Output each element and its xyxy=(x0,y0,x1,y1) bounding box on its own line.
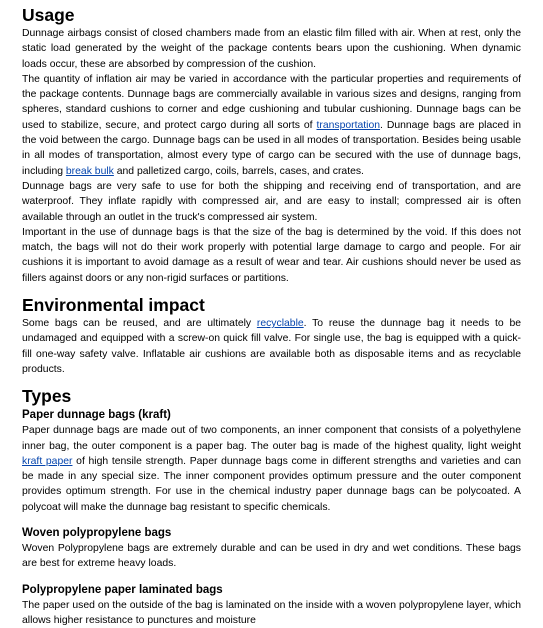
break-bulk-link[interactable]: break bulk xyxy=(65,165,114,177)
paper-dunnage-heading: Paper dunnage bags (kraft) xyxy=(22,409,171,422)
transportation-link[interactable]: transportation xyxy=(316,119,381,131)
paper-dunnage-paragraph xyxy=(22,423,521,515)
usage-paragraph-4: Important in the use of dunnage bags is that the size of the bag is determined by the void. If this does not match, the bags will not do their work properly with potential large damage to cargo and people. For air cushions it is important to avoid damage as a result of wear and tear. Air cushions should never be used as fillers against doors or any non-rigid surfaces or partitions. xyxy=(22,226,521,284)
kraft-paper-link[interactable]: kraft paper xyxy=(22,455,73,467)
usage-paragraph-2-text-b: . Dunnage bags are placed in the void between the cargo. Dunnage bags can be used in all modes of transportation. Besides being usable in all modes of transportation, almost every type of cargo can be secured with the use of dunnage bags, including xyxy=(22,119,521,177)
woven-polypropylene-paragraph: Woven Polypropylene bags are extremely durable and can be used in dry and wet conditions. These bags are best for extreme heavy loads. xyxy=(22,543,521,570)
woven-polypropylene-heading: Woven polypropylene bags xyxy=(22,527,172,540)
usage-paragraph-2-text-c: and palletized cargo, coils, barrels, cases, and crates. xyxy=(113,165,364,177)
paper-dunnage-text-b: of high tensile strength. Paper dunnage bags come in different strengths and varieties and can be made in any special size. The inner component provides optimum pressure and the outer component provides optimum strength. For use in the chemical industry paper dunnage bags can be polycoated. A polycoat will make the dunnage bag resistant to specific chemicals. xyxy=(22,455,522,513)
recyclable-link[interactable]: recyclable xyxy=(256,318,304,330)
environmental-impact-heading: Environmental impact xyxy=(22,295,205,316)
usage-paragraph-3: Dunnage bags are very safe to use for both the shipping and receiving end of transportation, and are waterproof. They inflate rapidly with compressed air, and are easy to install; compressed air is often available through an outlet in the truck's compressed air system. xyxy=(22,180,521,223)
environmental-text-b: . To reuse the dunnage bag it needs to be undamaged and equipped with a screw-on quick fill valve. For single use, the bag is equipped with a quick-fill one-way safety valve. Inflatable air cushions are available both as disposable items and as recyclable products. xyxy=(22,318,522,375)
usage-paragraph-2-text-a: The quantity of inflation air may be varied in accordance with the particular properties and requirements of the package contents. Dunnage bags are commercially available in various sizes and designs, ranging from spheres, standard cushions to corner and edge cushioning and tubular cushioning. Dunnage bags can be used to stabilize, secure, and protect cargo during all sorts of xyxy=(22,73,521,131)
types-heading: Types xyxy=(22,386,72,407)
paper-dunnage-text-a: Paper dunnage bags are made out of two components, an inner component that consists of a polyethylene inner bag, the outer component is a paper bag. The outer bag is made of the highest quality, light weight xyxy=(22,425,521,452)
usage-paragraph-1: Dunnage airbags consist of closed chambers made from an elastic film filled with air. When at rest, only the static load generated by the weight of the package contents bears upon the cushioning. When dynamic loads occur, these are absorbed by compression of the cushion. xyxy=(22,28,521,70)
usage-paragraph-2 xyxy=(22,72,521,179)
environmental-paragraph xyxy=(22,316,521,377)
environmental-text-a: Some bags can be reused, and are ultimately xyxy=(22,318,257,330)
usage-heading: Usage xyxy=(22,5,75,25)
laminated-bags-paragraph: The paper used on the outside of the bag is laminated on the inside with a woven polypropylene layer, which allows higher resistance to punctures and moisture xyxy=(22,599,521,626)
laminated-bags-heading: Polypropylene paper laminated bags xyxy=(22,583,223,596)
